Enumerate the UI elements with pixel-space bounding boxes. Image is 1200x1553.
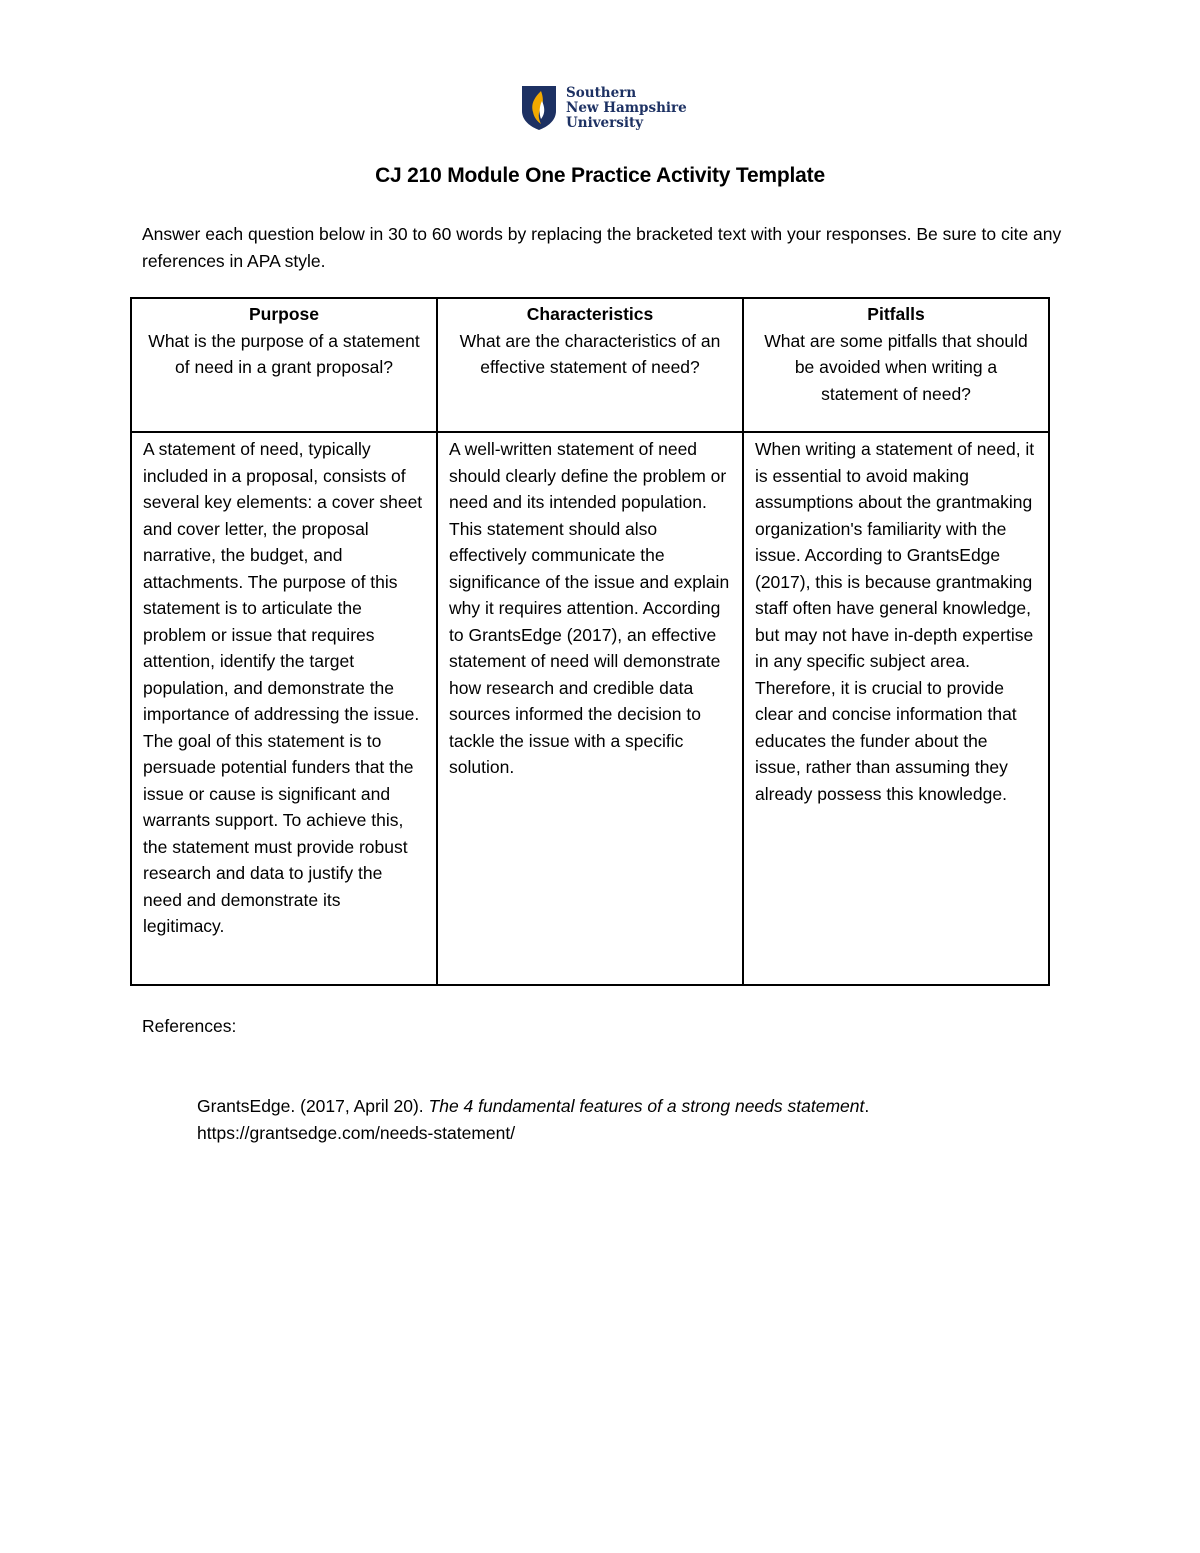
flame-shield-icon (521, 85, 557, 131)
reference-title: The 4 fundamental features of a strong needs statement (428, 1096, 865, 1116)
logo-line-2: New Hampshire (566, 99, 687, 116)
pitfalls-heading: Pitfalls (867, 304, 925, 324)
document-title: CJ 210 Module One Practice Activity Template (375, 164, 825, 187)
pitfalls-header-cell (743, 298, 1049, 432)
purpose-response[interactable]: A statement of need, typically included in a proposal, consists of several key elements: a cover sheet and cover letter, the proposal narrative, the budget, and attachments. The purpose of this statement is to articulate the problem or issue that requires attention, identify the target population, and demonstrate the importance of addressing the issue. The goal of this statement is to persuade potential funders that the issue or cause is significant and warrants support. To achieve this, the statement must provide robust research and data to justify the need and demonstrate its legitimacy. (131, 432, 437, 985)
logo-line-1: Southern (566, 84, 637, 101)
pitfalls-response[interactable]: When writing a statement of need, it is essential to avoid making assumptions about the grantmaking organization's familiarity with the issue. According to GrantsEdge (2017), this is because grantmaking staff often have general knowledge, but may not have in-depth expertise in any specific subject area. Therefore, it is crucial to provide clear and concise information that educates the funder about the issue, rather than assuming they already possess this knowledge. (743, 432, 1049, 985)
reference-url[interactable]: https://grantsedge.com/needs-statement/ (197, 1123, 516, 1143)
logo-wordmark (566, 86, 687, 131)
purpose-heading: Purpose (248, 304, 320, 324)
activity-table (130, 297, 1050, 986)
reference-author-date: GrantsEdge. (2017, April 20). (197, 1096, 429, 1116)
characteristics-response[interactable]: A well-written statement of need should clearly define the problem or need and its intended population. This statement should also effectively communicate the significance of the issue and explain why it requires attention. According to GrantsEdge (2017), an effective statement of need will demonstrate how research and credible data sources informed the decision to tackle the issue with a specific solution. (437, 432, 743, 985)
instructions-text: Answer each question below in 30 to 60 words by replacing the bracketed text with your responses. Be sure to cite any references in APA style. (142, 224, 1062, 271)
table-header-row (131, 298, 1049, 432)
pitfalls-question: What are some pitfalls that should be avoided when writing a statement of need? (764, 330, 1028, 404)
purpose-header-cell (131, 298, 437, 432)
purpose-question: What is the purpose of a statement of need in a grant proposal? (148, 330, 420, 377)
references-label: References: (142, 1016, 237, 1036)
table-response-row (131, 432, 1049, 985)
characteristics-header-cell (437, 298, 743, 432)
characteristics-question: What are the characteristics of an effective statement of need? (459, 330, 721, 377)
university-logo (521, 84, 687, 132)
logo-line-3: University (566, 114, 644, 131)
reference-period: . (864, 1096, 870, 1116)
reference-entry (197, 1093, 1057, 1147)
characteristics-heading: Characteristics (526, 304, 654, 324)
